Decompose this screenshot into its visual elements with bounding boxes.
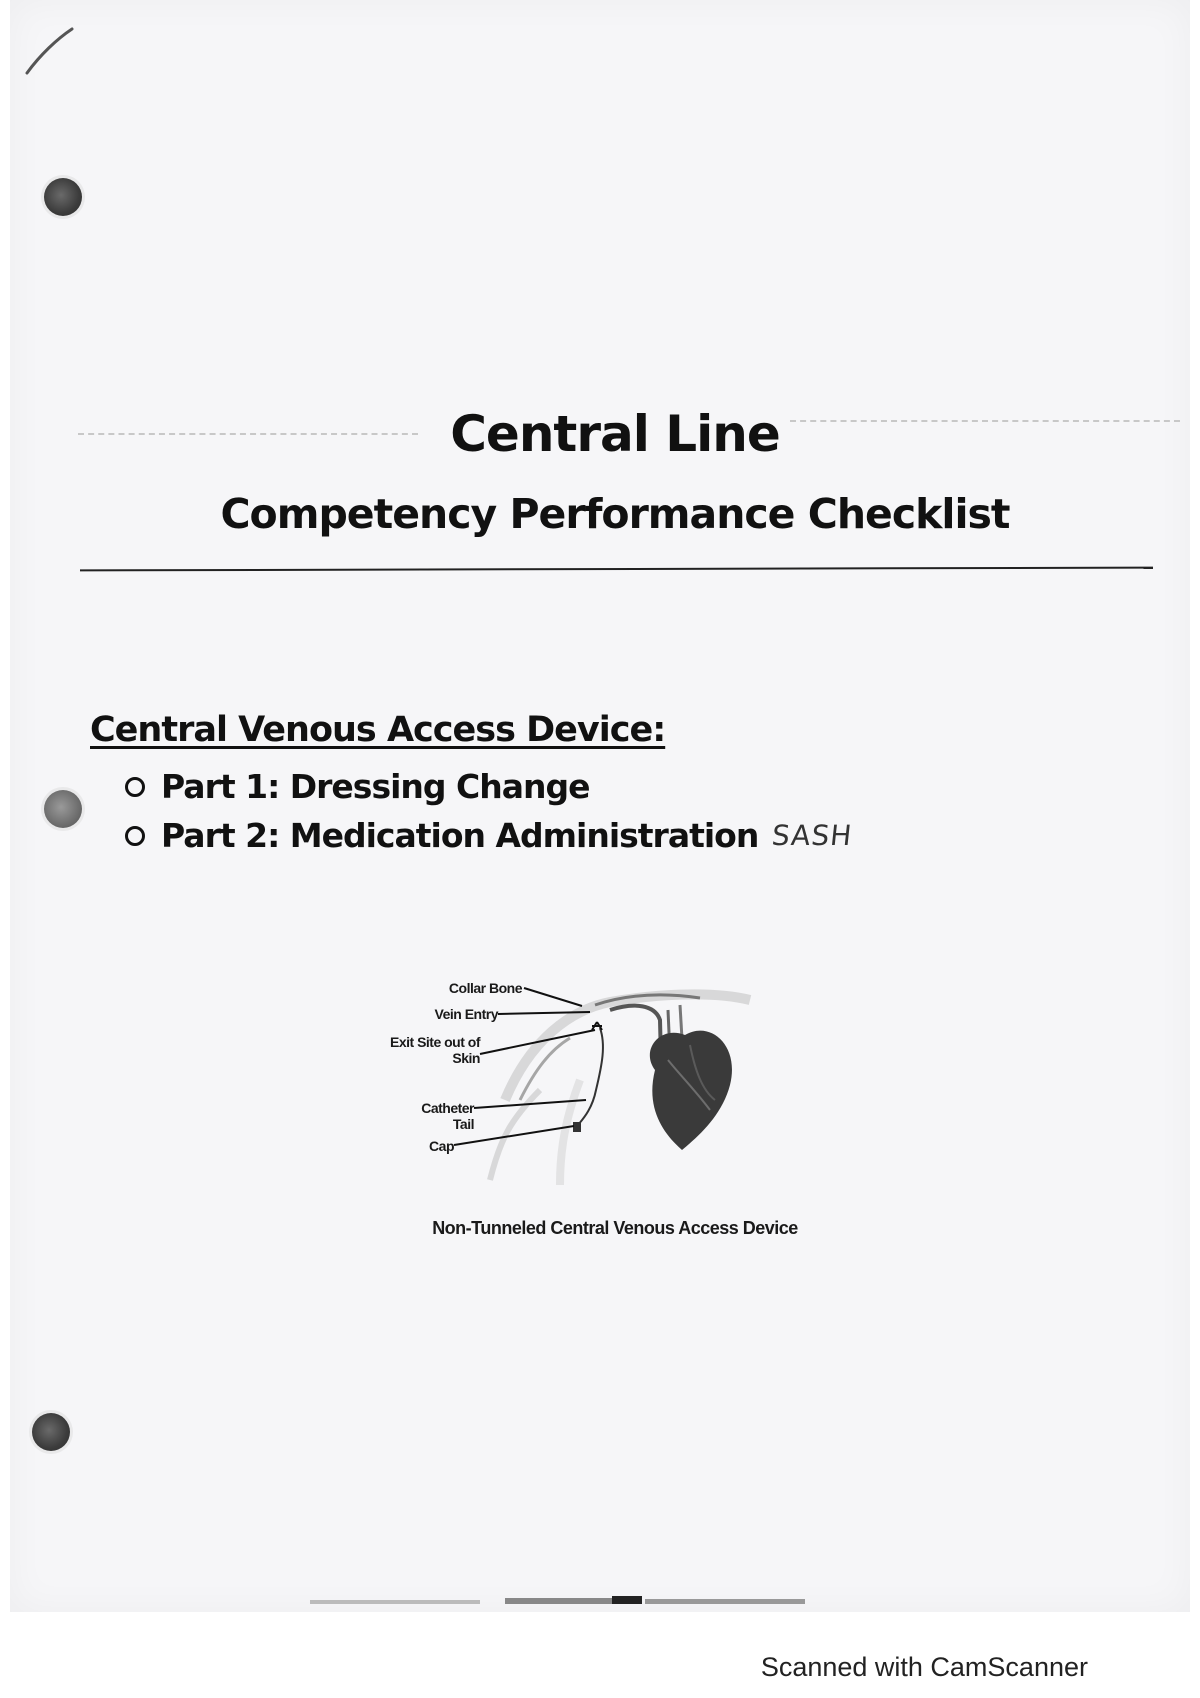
bottom-edge-mark (612, 1596, 642, 1604)
section-heading: Central Venous Access Device: (90, 710, 666, 750)
list-item-label: Part 1: Dressing Change (161, 767, 590, 806)
list-item-part-2 (125, 811, 853, 860)
punch-hole-bottom (32, 1413, 70, 1451)
figure-caption: Non-Tunneled Central Venous Access Device (432, 1218, 798, 1238)
arm-outline (520, 1038, 570, 1100)
bottom-edge-mark (505, 1598, 615, 1604)
cap-shape (573, 1122, 581, 1132)
document-title: Central Line (450, 405, 780, 463)
label-collar-bone: Collar Bone (448, 980, 522, 996)
bottom-edge-mark (310, 1600, 480, 1604)
circle-bullet-icon (125, 777, 145, 797)
checklist-parts (125, 762, 853, 860)
circle-bullet-icon (125, 826, 145, 846)
label-vein-entry: Vein Entry (434, 1006, 498, 1022)
label-exit-site: Exit Site out of Skin (390, 1034, 480, 1066)
exit-site-mark-icon (592, 1022, 602, 1030)
document-subtitle: Competency Performance Checklist (220, 490, 1010, 538)
punch-hole-top (44, 178, 82, 216)
leader-collar-bone (524, 988, 582, 1006)
list-item-part-1 (125, 762, 853, 811)
punch-hole-middle (44, 790, 82, 828)
label-catheter-tail: Catheter Tail (421, 1100, 474, 1132)
central-line-diagram (390, 950, 810, 1210)
scanner-watermark: Scanned with CamScanner (760, 1652, 1088, 1682)
torso-shading (560, 1080, 580, 1185)
handwritten-note: SASH (770, 819, 855, 852)
catheter-line (578, 1028, 603, 1125)
pen-mark-icon (22, 25, 77, 77)
list-item-label: Part 2: Medication Administration (161, 816, 759, 855)
bottom-edge-mark (645, 1599, 805, 1604)
label-cap: Cap (429, 1138, 454, 1154)
